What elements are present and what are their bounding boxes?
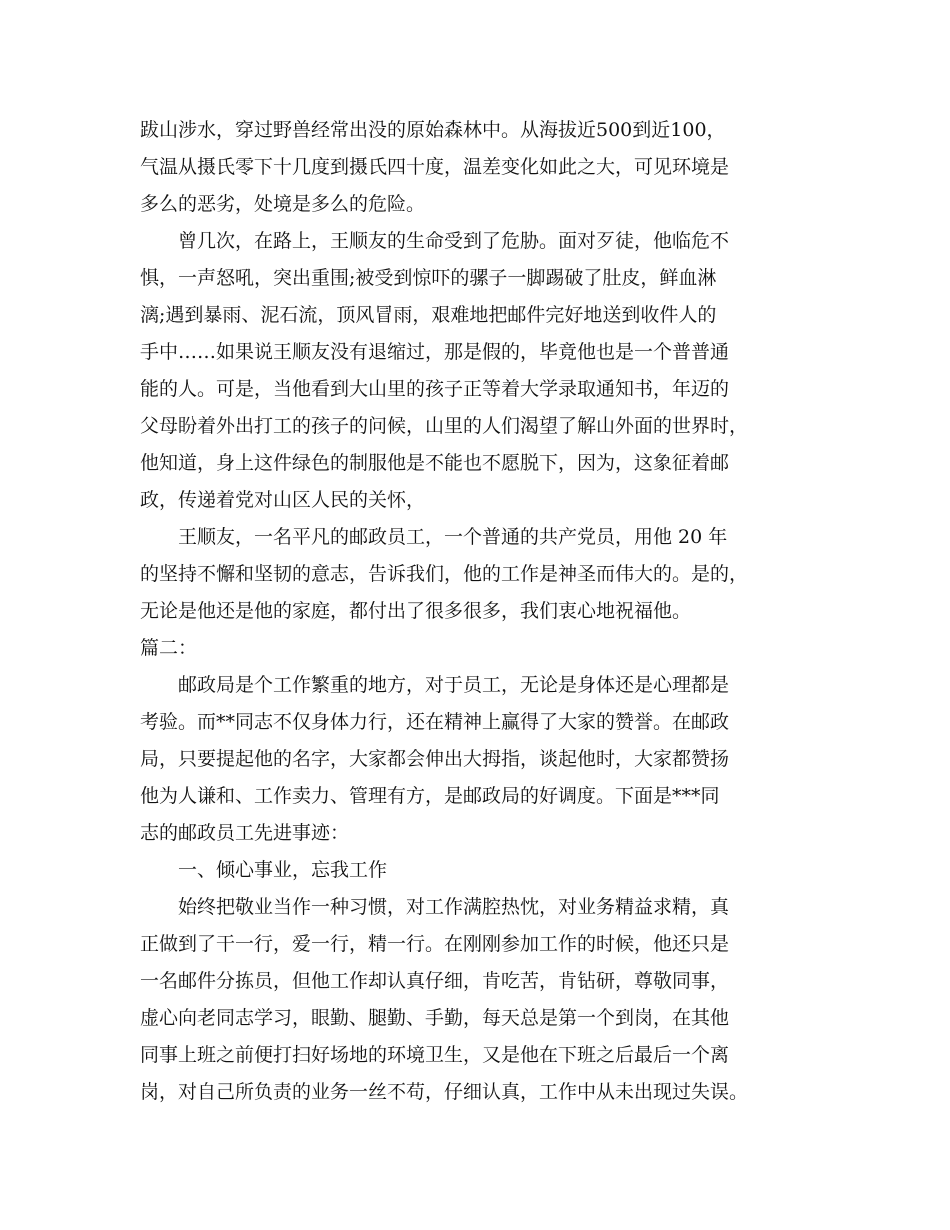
document-body [140,112,830,1111]
text-line: 曾几次，在路上，王顺友的生命受到了危胁。面对歹徒，他临危不 [178,230,730,252]
text-line: 他为人谦和、工作卖力、管理有方，是邮政局的好调度。下面是***同 [140,785,720,807]
text-line: 政，传递着党对山区人民的关怀， [140,489,426,511]
text-line: 气温从摄氏零下十几度到摄氏四十度，温差变化如此之大，可见环境是 [140,156,730,178]
text-line: 的坚持不懈和坚韧的意志，告诉我们，他的工作是神圣而伟大的。是的， [140,563,749,585]
subsection-heading: 一、倾心事业，忘我工作 [178,859,388,881]
text-line: 多么的恶劣，处境是多么的危险。 [140,193,426,215]
text-line: 局，只要提起他的名字，大家都会伸出大拇指，谈起他时，大家都赞扬 [140,748,730,770]
text-line: 跋山涉水，穿过野兽经常出没的原始森林中。从海拔近500到近100， [140,119,726,141]
section-heading: 篇二： [140,637,198,659]
text-line: 邮政局是个工作繁重的地方，对于员工，无论是身体还是心理都是 [178,674,730,696]
text-line: 一名邮件分拣员，但他工作却认真仔细，肯吃苦，肯钻研，尊敬同事， [140,970,730,992]
text-line: 手中……如果说王顺友没有退缩过，那是假的，毕竟他也是一个普普通 [140,341,730,363]
text-line: 无论是他还是他的家庭，都付出了很多很多，我们衷心地祝福他。 [140,600,692,622]
text-line: 岗，对自己所负责的业务一丝不苟，仔细认真，工作中从未出现过失误。 [140,1081,749,1103]
text-line: 始终把敬业当作一种习惯，对工作满腔热忱，对业务精益求精，真 [178,896,730,918]
text-line: 同事上班之前便打扫好场地的环境卫生，又是他在下班之后最后一个离 [140,1044,730,1066]
text-line: 漓;遇到暴雨、泥石流，顶风冒雨，艰难地把邮件完好地送到收件人的 [140,304,717,326]
text-line: 父母盼着外出打工的孩子的问候，山里的人们渴望了解山外面的世界时， [140,415,749,437]
text-line: 能的人。可是，当他看到大山里的孩子正等着大学录取通知书，年迈的 [140,378,730,400]
text-line: 志的邮政员工先进事迹： [140,822,350,844]
text-line: 惧，一声怒吼，突出重围;被受到惊吓的骡子一脚踢破了肚皮，鲜血淋 [140,267,717,289]
text-line: 正做到了干一行，爱一行，精一行。在刚刚参加工作的时候，他还只是 [140,933,730,955]
text-line: 虚心向老同志学习，眼勤、腿勤、手勤，每天总是第一个到岗，在其他 [140,1007,730,1029]
text-line: 考验。而**同志不仅身体力行，还在精神上赢得了大家的赞誉。在邮政 [140,711,730,733]
text-line: 他知道，身上这件绿色的制服他是不能也不愿脱下，因为，这象征着邮 [140,452,730,474]
text-line: 王顺友，一名平凡的邮政员工，一个普通的共产党员，用他 20 年 [178,526,728,548]
